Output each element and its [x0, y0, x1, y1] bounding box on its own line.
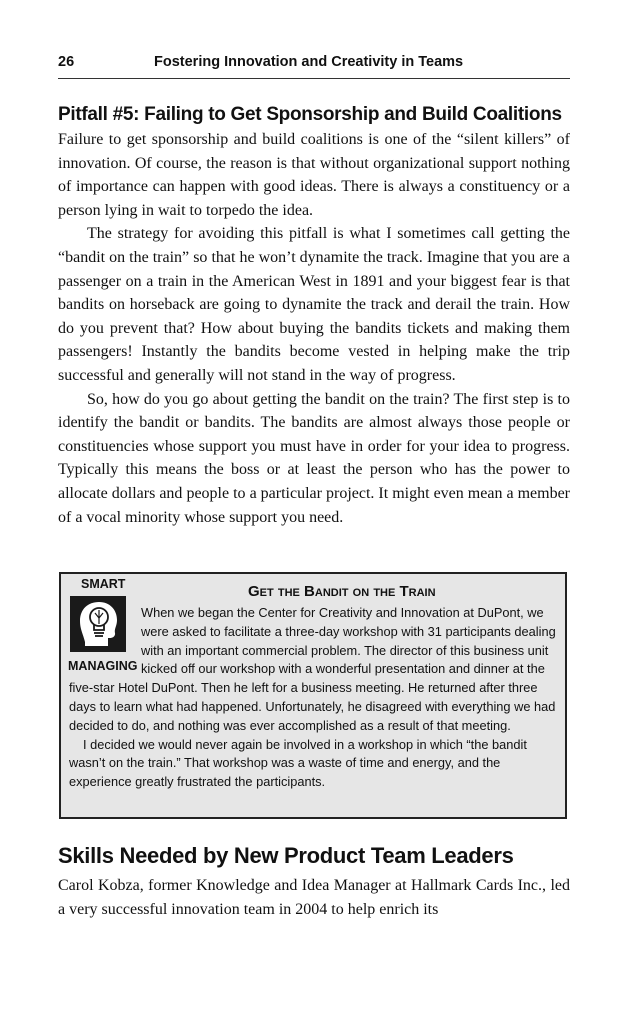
icon-spacer [69, 604, 141, 678]
running-title: Fostering Innovation and Creativity in Teams [154, 54, 464, 70]
paragraph: So, how do you go about getting the bandit on the train? The first step is to identify the bandit or bandits. The bandits are almost always those people or constituencies whose support you must have in order for your idea to progress. Typically this means the boss or at least the person who has the power to allocate dollars and people to a particular project. It might even mean a member of a vocal minority whose support you need. [58, 390, 570, 526]
body-text-pitfall [58, 128, 570, 529]
paragraph: Carol Kobza, former Knowledge and Idea Manager at Hallmark Cards Inc., led a very successful innovation team in 2004 to help enrich its [58, 877, 570, 918]
header-rule [58, 78, 570, 79]
sidebar-paragraph: When we began the Center for Creativity and Innovation at DuPont, we were asked to facilitate a three-day workshop with 31 participants dealing with an important commercial problem. The director of this business unit kicked off our workshop with a wonderful presentation and dinner at the five-star Hotel DuPont. Then he left for a business meeting. He returned after three days to learn what had happened. Unfortunately, he disagreed with everything we had decided to do, and nothing was ever accomplished as a result of that meeting. [69, 605, 556, 733]
paragraph: The strategy for avoiding this pitfall is what I sometimes call getting the “bandit on the train” so that he won’t dynamite the track. Imagine that you are a passenger on a train in the American West in 1891 and your biggest fear is that bandits on horseback are going to dynamite the track and derail the train. How do you prevent that? How about buying the bandits tickets and making them passengers! Instantly the bandits become vested in helping make the trip successful and generally will not stand in the way of progress. [58, 225, 570, 384]
sidebar-title: Get the Bandit on the Train [248, 583, 436, 600]
section-heading-pitfall: Pitfall #5: Failing to Get Sponsorship and Build Coalitions [58, 104, 562, 125]
page-number: 26 [58, 54, 75, 70]
smart-managing-sidebar [59, 572, 567, 819]
body-text-skills [58, 874, 570, 921]
sidebar-paragraph: I decided we would never again be involved in a workshop in which “the bandit wasn’t on the train.” That workshop was a waste of time and energy, and the experience greatly frustrated the participants. [69, 736, 527, 790]
sidebar-tag-managing: MANAGING [68, 659, 138, 673]
section-heading-skills: Skills Needed by New Product Team Leaders [58, 843, 514, 868]
paragraph: Failure to get sponsorship and build coalitions is one of the “silent killers” of innovation. Of course, the reason is that without organizational support nothing of importance can happen with good ideas. There is always a constituency or a person lying in wait to torpedo the idea. [58, 131, 570, 219]
sidebar-tag-smart: SMART [81, 577, 126, 591]
sidebar-body [69, 604, 557, 792]
